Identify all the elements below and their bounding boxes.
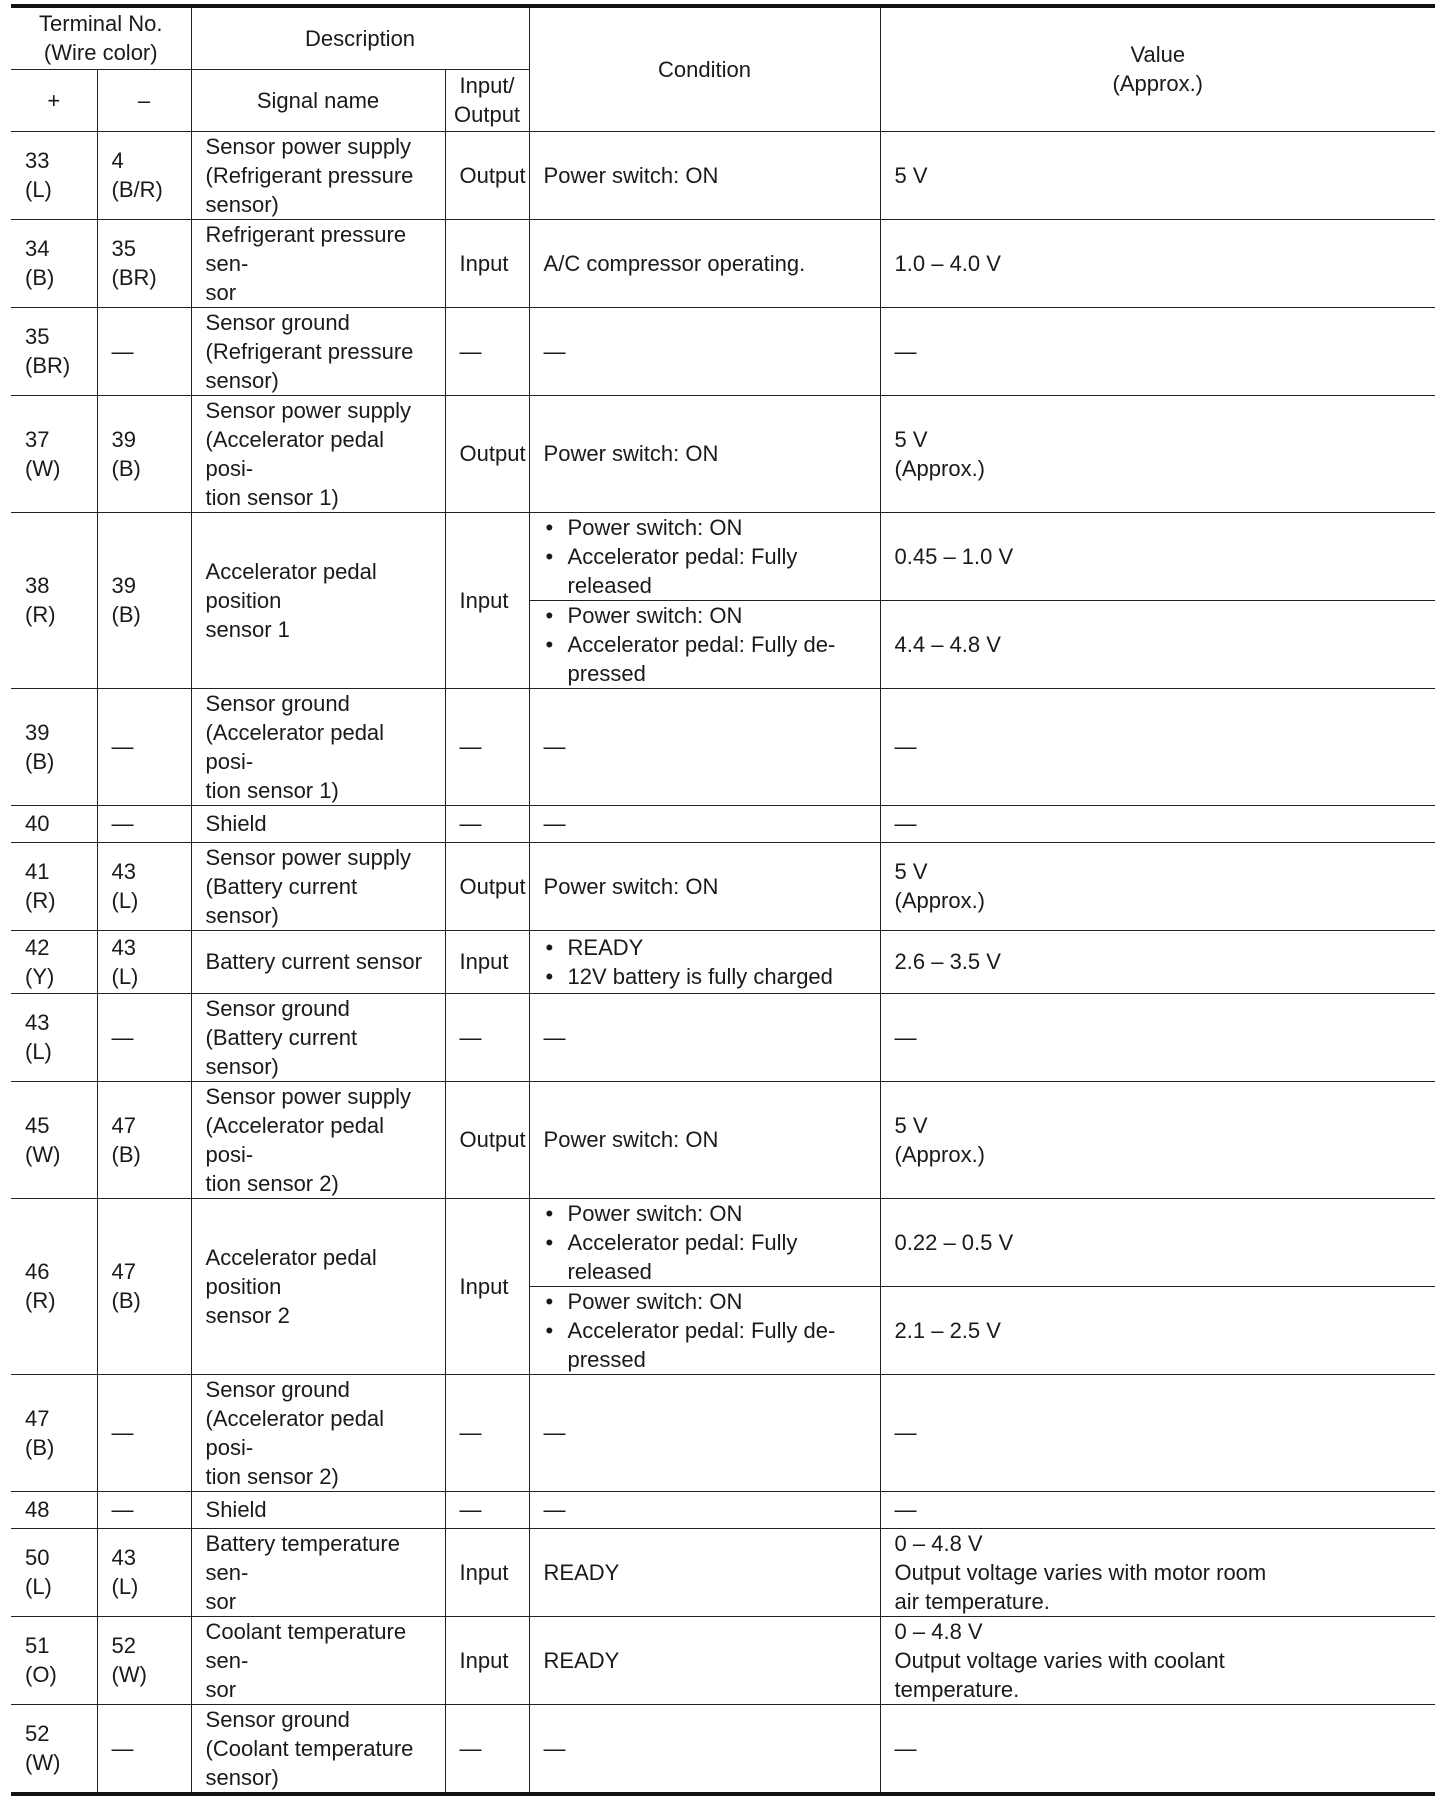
table-row	[11, 993, 1435, 1081]
condition-cell: —	[529, 1704, 880, 1794]
value-cell: 0 – 4.8 V Output voltage varies with motor room air temperature.	[880, 1528, 1435, 1616]
value-cell: —	[880, 805, 1435, 842]
condition-item: • Power switch: ON	[544, 513, 870, 542]
condition-cell: Power switch: ON	[529, 1081, 880, 1198]
terminal-minus: 43 (L)	[97, 930, 191, 993]
value-cell: 0.45 – 1.0 V	[880, 512, 1435, 600]
condition-cell: READY	[529, 1528, 880, 1616]
input-output: —	[445, 307, 529, 395]
table-row	[11, 1491, 1435, 1528]
terminal-minus: 35 (BR)	[97, 219, 191, 307]
condition-item: • Power switch: ON	[544, 1199, 870, 1228]
header-plus: +	[11, 69, 97, 131]
condition-cell: —	[529, 993, 880, 1081]
header-value: Value (Approx.)	[880, 6, 1435, 131]
signal-name: Accelerator pedal position sensor 1	[191, 512, 445, 688]
signal-name: Sensor ground (Refrigerant pressure sensor)	[191, 307, 445, 395]
table-row	[11, 688, 1435, 805]
condition-cell: Power switch: ON	[529, 395, 880, 512]
table-body	[11, 131, 1435, 1794]
terminal-minus: —	[97, 688, 191, 805]
terminal-minus: —	[97, 1491, 191, 1528]
condition-list	[544, 1287, 870, 1374]
table-row	[11, 395, 1435, 512]
value-cell: 4.4 – 4.8 V	[880, 600, 1435, 688]
signal-name: Sensor ground (Coolant temperature sensor)	[191, 1704, 445, 1794]
condition-item: • Power switch: ON	[544, 601, 870, 630]
input-output: Input	[445, 219, 529, 307]
condition-item: • Accelerator pedal: Fully de- pressed	[544, 630, 870, 688]
condition-cell: Power switch: ON	[529, 131, 880, 219]
terminal-minus: —	[97, 307, 191, 395]
table-row	[11, 131, 1435, 219]
value-cell: —	[880, 688, 1435, 805]
input-output: Output	[445, 1081, 529, 1198]
condition-item: • READY	[544, 933, 870, 962]
input-output: Output	[445, 842, 529, 930]
terminal-plus: 39 (B)	[11, 688, 97, 805]
terminal-minus: —	[97, 993, 191, 1081]
header-row-1	[11, 6, 1435, 69]
value-cell: —	[880, 307, 1435, 395]
terminal-plus: 42 (Y)	[11, 930, 97, 993]
table-row	[11, 1374, 1435, 1491]
header-terminal: Terminal No. (Wire color)	[11, 6, 191, 69]
value-cell: 2.6 – 3.5 V	[880, 930, 1435, 993]
table-row	[11, 1704, 1435, 1794]
signal-name: Battery temperature sen- sor	[191, 1528, 445, 1616]
table-row	[11, 219, 1435, 307]
header-signal-name: Signal name	[191, 69, 445, 131]
table-row	[11, 1528, 1435, 1616]
condition-cell: —	[529, 805, 880, 842]
condition-cell	[529, 512, 880, 600]
terminal-minus: —	[97, 805, 191, 842]
signal-name: Accelerator pedal position sensor 2	[191, 1198, 445, 1374]
signal-name: Sensor power supply (Battery current sensor)	[191, 842, 445, 930]
terminal-minus: 47 (B)	[97, 1081, 191, 1198]
signal-name: Sensor ground (Accelerator pedal posi- tion sensor 1)	[191, 688, 445, 805]
condition-cell: —	[529, 688, 880, 805]
condition-cell	[529, 1198, 880, 1286]
condition-cell	[529, 1286, 880, 1374]
terminal-plus: 41 (R)	[11, 842, 97, 930]
condition-list	[544, 933, 870, 991]
terminal-plus: 47 (B)	[11, 1374, 97, 1491]
terminal-plus: 35 (BR)	[11, 307, 97, 395]
input-output: Input	[445, 1616, 529, 1704]
header-input-output: Input/ Output	[445, 69, 529, 131]
signal-name: Shield	[191, 805, 445, 842]
condition-cell: —	[529, 1374, 880, 1491]
condition-item: • Accelerator pedal: Fully de- pressed	[544, 1316, 870, 1374]
condition-item: • Accelerator pedal: Fully released	[544, 1228, 870, 1286]
input-output: Output	[445, 395, 529, 512]
terminal-plus: 38 (R)	[11, 512, 97, 688]
terminal-plus: 52 (W)	[11, 1704, 97, 1794]
table-row	[11, 1616, 1435, 1704]
terminal-minus: —	[97, 1704, 191, 1794]
condition-cell: READY	[529, 1616, 880, 1704]
terminal-minus: 52 (W)	[97, 1616, 191, 1704]
condition-cell	[529, 600, 880, 688]
signal-name: Sensor power supply (Refrigerant pressure sensor)	[191, 131, 445, 219]
value-cell: 1.0 – 4.0 V	[880, 219, 1435, 307]
terminal-spec-table	[11, 4, 1435, 1796]
value-cell: —	[880, 993, 1435, 1081]
input-output: Output	[445, 131, 529, 219]
terminal-plus: 34 (B)	[11, 219, 97, 307]
header-condition: Condition	[529, 6, 880, 131]
condition-cell: A/C compressor operating.	[529, 219, 880, 307]
terminal-plus: 40	[11, 805, 97, 842]
input-output: Input	[445, 1198, 529, 1374]
header-minus: –	[97, 69, 191, 131]
terminal-minus: —	[97, 1374, 191, 1491]
terminal-plus: 50 (L)	[11, 1528, 97, 1616]
condition-cell: —	[529, 1491, 880, 1528]
value-cell: 0 – 4.8 V Output voltage varies with coolant temperature.	[880, 1616, 1435, 1704]
input-output: Input	[445, 512, 529, 688]
terminal-minus: 43 (L)	[97, 842, 191, 930]
condition-list	[544, 601, 870, 688]
value-cell: 5 V (Approx.)	[880, 842, 1435, 930]
value-cell: —	[880, 1374, 1435, 1491]
condition-cell: —	[529, 307, 880, 395]
terminal-minus: 47 (B)	[97, 1198, 191, 1374]
input-output: Input	[445, 930, 529, 993]
terminal-minus: 39 (B)	[97, 512, 191, 688]
value-cell: —	[880, 1704, 1435, 1794]
signal-name: Shield	[191, 1491, 445, 1528]
input-output: —	[445, 1704, 529, 1794]
signal-name: Sensor power supply (Accelerator pedal posi- tion sensor 1)	[191, 395, 445, 512]
condition-item: • Power switch: ON	[544, 1287, 870, 1316]
input-output: —	[445, 993, 529, 1081]
table-row	[11, 805, 1435, 842]
table-row	[11, 1198, 1435, 1286]
condition-list	[544, 1199, 870, 1286]
table-row	[11, 842, 1435, 930]
terminal-minus: 43 (L)	[97, 1528, 191, 1616]
terminal-plus: 51 (O)	[11, 1616, 97, 1704]
value-cell: 5 V	[880, 131, 1435, 219]
terminal-minus: 4 (B/R)	[97, 131, 191, 219]
input-output: Input	[445, 1528, 529, 1616]
signal-name: Battery current sensor	[191, 930, 445, 993]
terminal-plus: 46 (R)	[11, 1198, 97, 1374]
signal-name: Sensor power supply (Accelerator pedal posi- tion sensor 2)	[191, 1081, 445, 1198]
signal-name: Sensor ground (Accelerator pedal posi- tion sensor 2)	[191, 1374, 445, 1491]
terminal-minus: 39 (B)	[97, 395, 191, 512]
input-output: —	[445, 688, 529, 805]
condition-item: • 12V battery is fully charged	[544, 962, 870, 991]
signal-name: Refrigerant pressure sen- sor	[191, 219, 445, 307]
table-row	[11, 307, 1435, 395]
value-cell: 5 V (Approx.)	[880, 395, 1435, 512]
input-output: —	[445, 1491, 529, 1528]
signal-name: Coolant temperature sen- sor	[191, 1616, 445, 1704]
value-cell: —	[880, 1491, 1435, 1528]
value-cell: 5 V (Approx.)	[880, 1081, 1435, 1198]
input-output: —	[445, 1374, 529, 1491]
terminal-plus: 48	[11, 1491, 97, 1528]
table-row	[11, 512, 1435, 600]
table-row	[11, 1081, 1435, 1198]
condition-cell	[529, 930, 880, 993]
input-output: —	[445, 805, 529, 842]
condition-cell: Power switch: ON	[529, 842, 880, 930]
terminal-plus: 43 (L)	[11, 993, 97, 1081]
condition-item: • Accelerator pedal: Fully released	[544, 542, 870, 600]
value-cell: 0.22 – 0.5 V	[880, 1198, 1435, 1286]
table-row	[11, 930, 1435, 993]
terminal-plus: 37 (W)	[11, 395, 97, 512]
terminal-plus: 33 (L)	[11, 131, 97, 219]
terminal-table-container	[11, 4, 1435, 1796]
condition-list	[544, 513, 870, 600]
signal-name: Sensor ground (Battery current sensor)	[191, 993, 445, 1081]
header-description: Description	[191, 6, 529, 69]
value-cell: 2.1 – 2.5 V	[880, 1286, 1435, 1374]
terminal-plus: 45 (W)	[11, 1081, 97, 1198]
